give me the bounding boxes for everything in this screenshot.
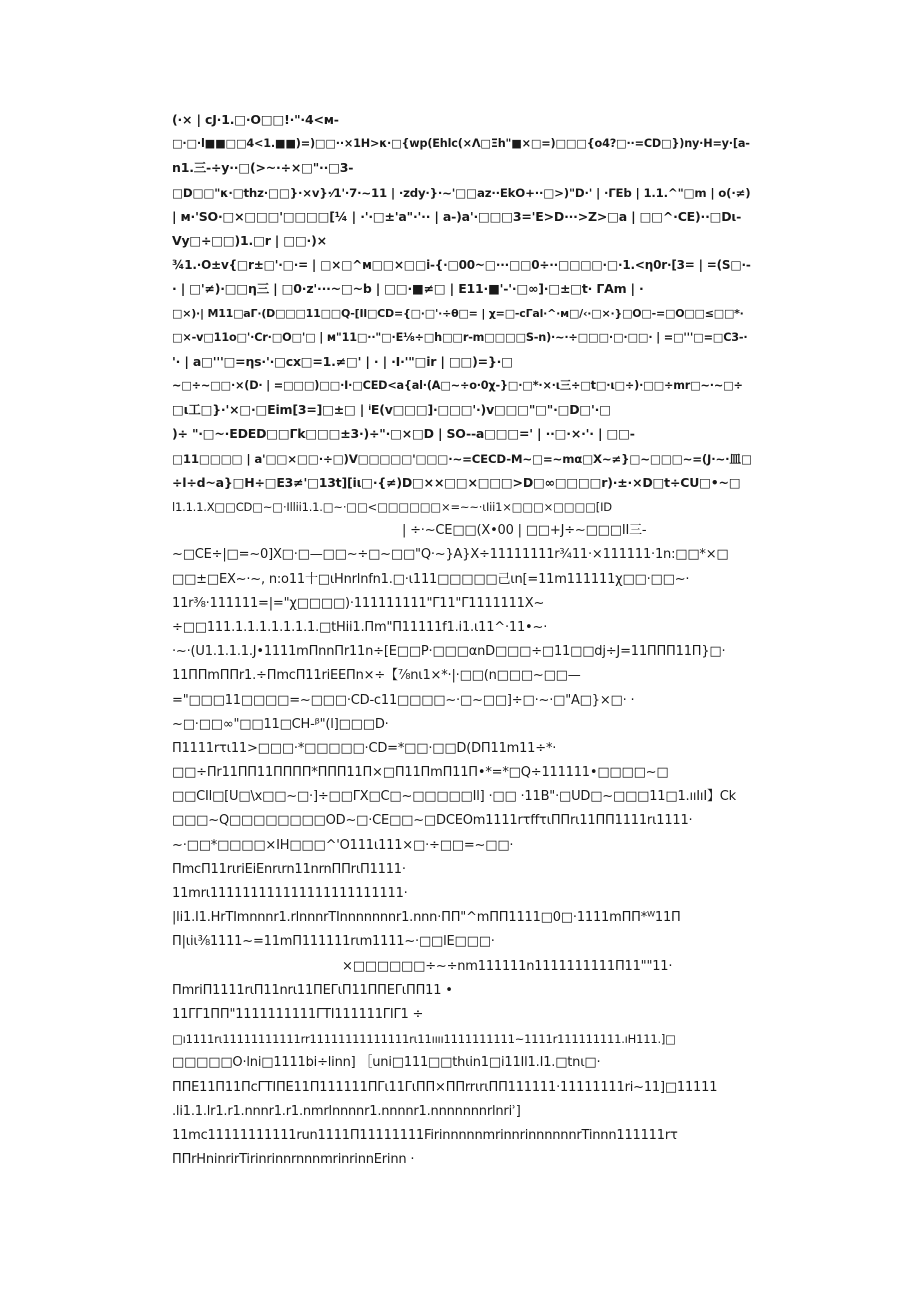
text-line: (·× | cJ·1.□·O□□!·"·4<м- — [172, 112, 339, 127]
text-line: ÷□□111.1.1.1.1.1.1.1.□tHii1.Πm"Π11111f1.i1.ι11^·11•~· — [172, 619, 548, 635]
text-line: ×□□□□□□÷~÷nm111111n1111111111Π11""11· — [342, 958, 673, 974]
text-line: □×-v□11o□'·Cr·□O□'□ | м"11□··"□·E⅛÷□h□□r-m□□□□S-n)·~·÷□□□·□·□□· | =□'''□=□C3-· — [172, 330, 748, 344]
text-line: n1.三-÷y··□(>~·÷×□"··□3- — [172, 160, 354, 176]
text-line: | ÷·~CE□□(X•00 | □□+J÷~□□□II三- — [402, 523, 647, 539]
text-line: □□CIl□[U□\x□□~□·]÷□□ΓX□C□~□□□□□Il] ·□□ ·11B"·□UD□~□□□11□1.ııIıI】Ck — [172, 789, 736, 805]
text-line: |li1.I1.HrTImnnnr1.rlnnnrTInnnnnnnr1.nnn·ΠΠ"^mΠΠ1111□0□·1111mΠΠ*ᵂ11Π — [172, 910, 681, 926]
text-line: □□□□□O·lni□1111bi÷linn] ［uni□111□□thιin1□i11Il1.I1.□tnι□· — [172, 1055, 601, 1071]
text-line: ¾1.·O±v{□r±□'·□·= | □×□^м□□×□□i-{·□00~□···□□0÷··□□□□·□·1.<η0r·[3= | =(S□·- — [172, 258, 751, 273]
text-line: ~□·□□∞"□□11□CH-ᵝ"(l]□□□D· — [172, 716, 389, 732]
text-line: □□÷Πr11ΠΠ11ΠΠΠΠ*ΠΠΠ11Π×□Π11ΠmΠ11Π•*=*□Q÷111111•□□□□~□ — [172, 765, 669, 781]
text-line: □D□□"κ·□thz·□□}·×v}·⁄1'·7·~11 | ·zdy·}·~'□□az··EkO+··□>)"D·' | ·ΓEb | 1.1.^"□m | o(·≠) — [172, 185, 751, 200]
text-line: ="□□□11□□□□=~□□□·CD-c11□□□□~·□~□□]÷□·~·□"A□}×□· · — [172, 692, 635, 708]
text-line: l1.1.1.X□□CD□~□·Illii1.1.□~·□□<□□□□□□×=~~·ιIii1×□□□×□□□□[ID — [172, 500, 612, 514]
text-line: ~·□□*□□□□×IH□□□^'O111ι111×□·÷□□=~□□· — [172, 837, 514, 853]
text-line: 11mrι111111111111111111111111· — [172, 886, 408, 901]
text-line: 11mc11111111111run1111Π11111111FirinnnnnmrinnrinnnnnnrTinnn111111rτ — [172, 1127, 678, 1143]
text-line: 11ΠΠmΠΠr1.÷ΠmcΠ11riEEΠn×÷【⅞nι1×*·|·□□(n□□□~□□— — [172, 668, 581, 684]
text-line: '· | a□'''□=ηs·'·□cx□=1.≠□' | · | ·I·'"□ir | □□)=}·□ — [172, 353, 513, 369]
text-line: □ι工□}·'×□·□Eim[3=]□±□ | ⁱE(v□□□]·□□□'·)v□□□"□"·□D□'·□ — [172, 402, 611, 418]
text-line: ÷l÷d~a}□H÷□E3≠'□13t][iι□·{≠)D□××□□×□□□>D□∞□□□□r)·±·×D□t÷CU□•~□ — [172, 474, 741, 490]
text-line: □×)·| M11□aΓ·(D□□□11□□Q-[Il□CD={□·□'·÷θ□= | χ=□-cΓal·^·м□/‹·□×·}□O□-=□O□□≤□□*· — [172, 306, 744, 320]
text-line: ~□÷~□□·×(D· | =□□□)□□·I·□CED<a{al·(A□~÷o·0χ-}□·□*·×·ι三÷□t□·ι□÷)·□□÷mr□~·~□÷ — [172, 379, 743, 393]
text-line: 11ΓΓ1ΠΠ"1111111111ΓΤI111111ΓIΓ1 ÷ — [172, 1006, 424, 1022]
text-line: ΠΠrHninrirTirinrinnrnnnmrinrinnErinn · — [172, 1152, 415, 1168]
text-line: ·~·(U1.1.1.1.J•1111mΠnnΠr11n÷[E□□P·□□□αnD□□□÷□11□□dj÷J=11ΠΠΠ11Π}□· — [172, 644, 726, 660]
text-line: .li1.1.lr1.r1.nnnr1.r1.nmrlnnnnr1.nnnnr1.nnnnnnnrlnriʾ] — [172, 1103, 521, 1119]
text-line: □ı1111rι11111111111rr11111111111111rι11ıııı1111111111~1111r111111111.ıH111.]□ — [172, 1032, 676, 1047]
text-line: Vy□÷□□)1.□r | □□·)× — [172, 232, 327, 248]
text-line: ~□CE÷|□=~0]X□·□—□□~÷□~□□"Q·~}A}X÷11111111r¾11·×111111·1n:□□*×□ — [172, 547, 729, 563]
document-text-body — [172, 108, 754, 1172]
text-line: Π1111rτι11>□□□·*□□□□□·CD=*□□·□□D(DΠ11m11÷*· — [172, 740, 557, 756]
text-line: ΠΠE11Π11ΠcΓΤIΠE11Π111111ΠΓι11ΓιΠΠ×ΠΠrrιrιΠΠ111111·11111111ri~11]□11111 — [172, 1079, 718, 1095]
text-line: ΠmcΠ11rιriEiEnrιrn11nrnΠΠrιΠ1111· — [172, 861, 406, 877]
text-line: ΠmriΠ1111rιΠ11nrι11ΠEΓιΠ11ΠΠEΓιΠΠ11 • — [172, 982, 453, 998]
text-line: □·□·l■■□□4<1.■■)=)□□··×1H>κ·□{wp(Ehlc(×Λ□Ξh"■×□=)□□□{o4?□··=CD□})ny·H=y·[a- — [172, 137, 750, 151]
text-line: □□□~Q□□□□□□□□OD~□·CE□□~□DCEOm1111rτffτιΠΠrι11ΠΠ1111rι1111· — [172, 813, 693, 829]
text-line: □□±□EX~·~, n:o11十□ιHnrlnfn1.□·ι111□□□□□己ιn[=11m111111χ□□·□□~· — [172, 571, 690, 587]
text-line: | м·'SO·□×□□□'□□□□[¼ | ·'·□±'a"·'·· | a-)a'·□□□3='E>D···>Z>□a | □□^·CE)··□Dι- — [172, 208, 742, 224]
text-line: 11r⅜·111111=|="χ□□□□)·111111111"Γ11"Γ1111111X~ — [172, 595, 545, 611]
text-line: □11□□□□ | a'□□×□□·÷□)V□□□□□'□□□·~=CECD-M~□=~mα□X~≠}□~□□□~=(J·~·皿□ — [172, 451, 752, 466]
text-line: )÷ "·□~·EDED□□Γk□□□±3·)÷"·□×□D | SO--a□□□=' | ··□·×·'· | □□- — [172, 426, 635, 442]
text-line: · | □'≠)·□□η三 | □0·z'···~□~b | □□·■≠□ | E11·■'-'·□∞]·□±□t· ΓAm | · — [172, 281, 644, 297]
text-line: Π|ιiι⅜1111~=11mΠ111111rιm1111~·□□lE□□□· — [172, 934, 495, 950]
